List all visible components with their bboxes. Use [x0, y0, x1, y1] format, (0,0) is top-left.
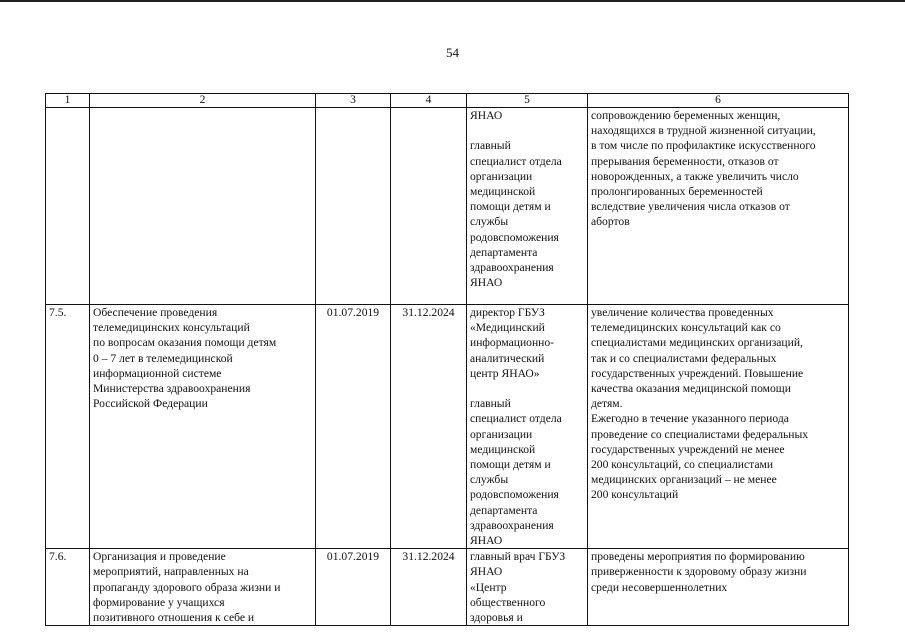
expected-result: проведены мероприятия по формированию приверженности к здоровому образу жизни среди несовершеннолетних — [588, 549, 849, 626]
responsible: ЯНАО главный специалист отдела организации медицинской помощи детям и службы родовспоможения департамента здравоохранения ЯНАО — [467, 108, 588, 305]
column-header-1: 1 — [46, 94, 90, 108]
column-header-3: 3 — [316, 94, 391, 108]
table-header-row — [46, 94, 849, 108]
column-header-5: 5 — [467, 94, 588, 108]
end-date: 31.12.2024 — [391, 549, 467, 626]
table-row — [46, 305, 849, 549]
row-number: 7.6. — [46, 549, 90, 626]
top-rule — [0, 0, 905, 2]
start-date: 01.07.2019 — [316, 549, 391, 626]
responsible: директор ГБУЗ «Медицинский информационно- аналитический центр ЯНАО» главный специалист отдела организации медицинской помощи детям и службы родовспоможения департамента здравоохранения ЯНАО — [467, 305, 588, 549]
column-header-4: 4 — [391, 94, 467, 108]
expected-result: сопровождению беременных женщин, находящихся в трудной жизненной ситуации, в том числе по профилактике искусственного прерывания беременности, отказов от новорожденных, а также увеличить число пролонгированных беременностей вследствие увеличения числа отказов от абортов — [588, 108, 849, 305]
row-number — [46, 108, 90, 305]
document-table — [45, 93, 849, 626]
column-header-6: 6 — [588, 94, 849, 108]
end-date — [391, 108, 467, 305]
start-date — [316, 108, 391, 305]
start-date: 01.07.2019 — [316, 305, 391, 549]
row-number: 7.5. — [46, 305, 90, 549]
end-date: 31.12.2024 — [391, 305, 467, 549]
table-row — [46, 549, 849, 626]
column-header-2: 2 — [90, 94, 316, 108]
activity-name: Обеспечение проведения телемедицинских консультаций по вопросам оказания помощи детям 0 – 7 лет в телемедицинской информационной системе Министерства здравоохранения Российской Федерации — [90, 305, 316, 549]
expected-result: увеличение количества проведенных телемедицинских консультаций как со специалистами медицинских организаций, так и со специалистами федеральных государственных учреждений. Повышение качества оказания медицинской помощи детям. Ежегодно в течение указанного периода проведение со специалистами федеральных государственных учреждений не менее 200 консультаций, со специалистами медицинских организаций – не менее 200 консультаций — [588, 305, 849, 549]
table-row — [46, 108, 849, 305]
responsible: главный врач ГБУЗ ЯНАО «Центр общественного здоровья и — [467, 549, 588, 626]
activity-name: Организация и проведение мероприятий, направленных на пропаганду здорового образа жизни и формирование у учащихся позитивного отношения к себе и — [90, 549, 316, 626]
page-number: 54 — [446, 45, 459, 60]
activity-name — [90, 108, 316, 305]
